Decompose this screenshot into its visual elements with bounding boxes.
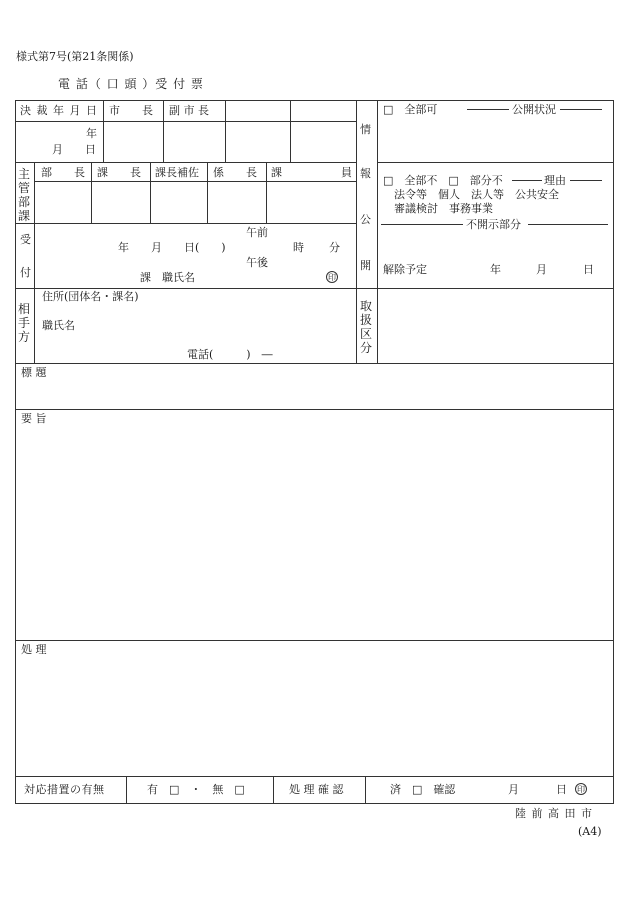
kacho-hosa-label: 課長補佐 [155, 166, 199, 179]
done-checkbox[interactable]: 済 □ 確認 [390, 783, 456, 796]
divider [290, 100, 291, 162]
processing-label: 処 理 [21, 643, 47, 656]
reception-side-bottom: 付 [20, 266, 31, 279]
divider [15, 409, 614, 410]
disclosure-side-4: 開 [360, 259, 371, 272]
address-label: 住所(団体名・課名) [42, 290, 139, 303]
release-month: 月 [536, 263, 547, 276]
minute-label: 分 [329, 241, 340, 254]
reason-line-2: 法令等 個人 法人等 公共安全 [394, 188, 559, 201]
all-ok-option[interactable]: □ 全部可 [383, 103, 438, 116]
bucho-label: 部 長 [41, 166, 85, 179]
reception-staff: 課 職氏名 [140, 271, 195, 284]
divider [91, 162, 92, 223]
divider [34, 181, 356, 182]
divider [570, 180, 602, 181]
response-label: 対応措置の有無 [24, 783, 105, 796]
reason-line-3: 審議検討 事務事業 [394, 202, 493, 215]
hour-label: 時 [293, 241, 304, 254]
divider [266, 162, 267, 223]
kakaricho-label: 係 長 [213, 166, 257, 179]
other-party-side-label: 相 手 方 [17, 302, 30, 344]
disclosure-side-2: 報 [360, 167, 371, 180]
mayor-label: 市 長 [109, 104, 153, 117]
divider [377, 100, 378, 363]
paper-size: (A4) [578, 825, 602, 838]
pm-label: 午後 [246, 256, 268, 269]
vice-mayor-label: 副 市 長 [169, 104, 209, 117]
disclosure-side-1: 情 [360, 123, 371, 136]
divider [377, 162, 614, 163]
divider [273, 776, 274, 804]
subject-label: 標 題 [21, 366, 47, 379]
form-number: 様式第7号(第21条関係) [16, 50, 134, 63]
reception-side-top: 受 [20, 233, 31, 246]
partial-option[interactable]: □ 全部不 □ 部分不 [383, 174, 503, 187]
divider [126, 776, 127, 804]
reason-label: 理由 [544, 174, 566, 187]
divider [103, 100, 104, 162]
divider [467, 109, 509, 110]
disclosure-side-3: 公 [360, 213, 371, 226]
release-year: 年 [490, 263, 501, 276]
confirm-label: 処 理 確 認 [289, 783, 344, 796]
form-title: 電 話（ 口 頭 ）受 付 票 [58, 77, 204, 91]
confirm-seal-mark: 印 [577, 785, 585, 794]
divider [512, 180, 542, 181]
city-name: 陸 前 高 田 市 [515, 807, 593, 820]
divider [150, 162, 151, 223]
divider [207, 162, 208, 223]
divider [15, 288, 356, 289]
divider [365, 776, 366, 804]
non-disclosed-label: 不開示部分 [466, 218, 521, 231]
confirm-month: 月 [508, 783, 519, 796]
name-label: 職氏名 [42, 319, 75, 332]
divider [15, 121, 356, 122]
approval-date-label: 決 裁 年 月 日 [20, 104, 98, 117]
approval-month-day: 月 日 [52, 143, 96, 156]
summary-label: 要 旨 [21, 412, 47, 425]
approval-year: 年 [86, 127, 97, 140]
divider [225, 100, 226, 162]
kacho-label: 課 長 [97, 166, 141, 179]
divider [560, 109, 602, 110]
handling-side-label: 取 扱 区 分 [359, 299, 372, 355]
divider [163, 100, 164, 162]
release-day: 日 [583, 263, 594, 276]
divider [15, 776, 614, 777]
divider [15, 223, 356, 224]
divider [381, 224, 463, 225]
ka-label: 課 [271, 166, 282, 179]
divider [34, 223, 35, 363]
am-label: 午前 [246, 226, 268, 239]
dept-side-label: 主 管 部 課 [17, 167, 30, 223]
reception-date: 年 月 日( ) [118, 241, 226, 254]
divider [15, 640, 614, 641]
divider [356, 100, 357, 363]
divider [15, 162, 356, 163]
phone-label: 電話( ) ― [187, 348, 273, 361]
divider [15, 363, 614, 364]
divider [356, 288, 614, 289]
response-options[interactable]: 有 □ ・ 無 □ [147, 783, 245, 796]
confirm-day: 日 [556, 783, 567, 796]
in-label: 員 [341, 166, 352, 179]
form-frame [15, 100, 614, 804]
divider [528, 224, 608, 225]
seal-mark: 印 [328, 273, 336, 282]
release-label: 解除予定 [383, 263, 427, 276]
divider [34, 162, 35, 223]
status-label: 公開状況 [512, 103, 556, 116]
